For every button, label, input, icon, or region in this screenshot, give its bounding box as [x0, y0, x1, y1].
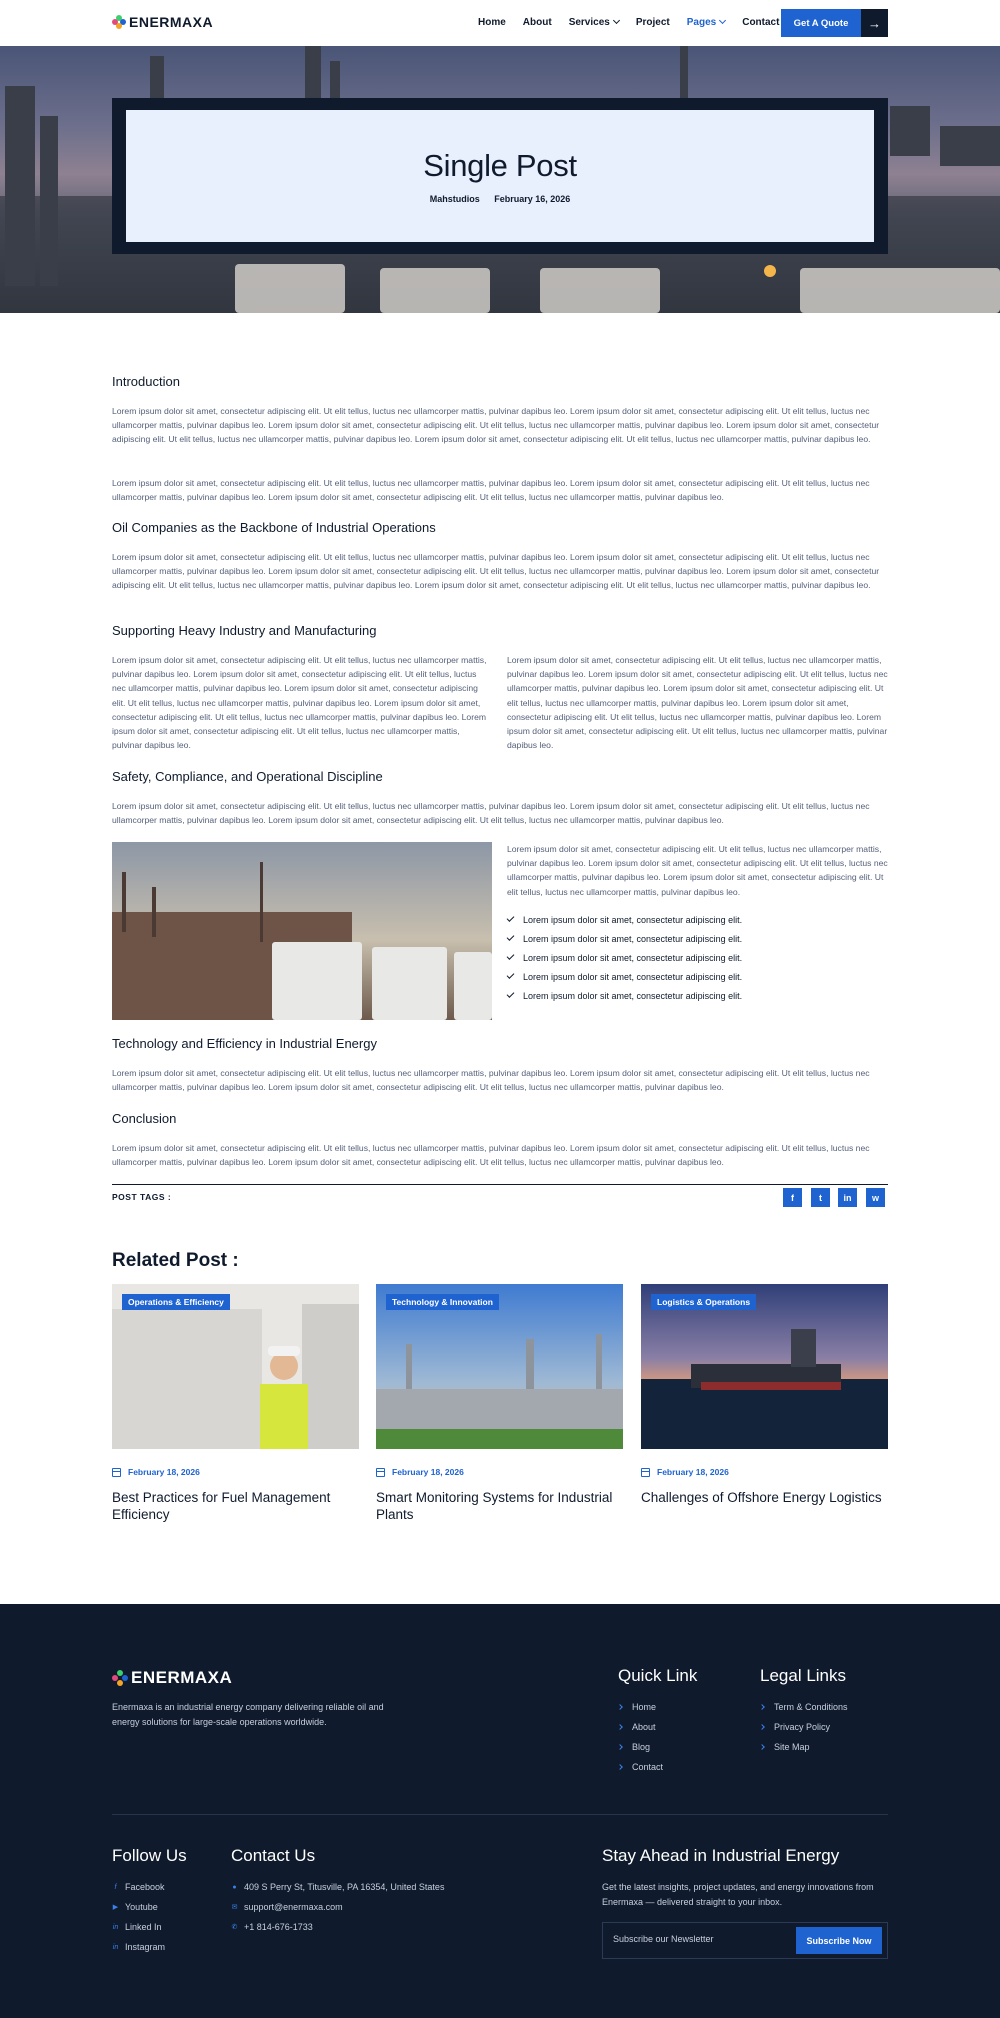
checklist [507, 910, 888, 1005]
legal-links-list [760, 1697, 848, 1757]
footer-link-about[interactable] [618, 1717, 663, 1737]
paragraph: Lorem ipsum dolor sit amet, consectetur adipiscing elit. Ut elit tellus, luctus nec ullamcorper mattis, pulvinar dapibus leo. Lorem ipsum dolor sit amet, consectetur adipiscing elit. Ut elit tellus, luctus nec ullamcorper mattis, pulvinar dapibus leo. Lorem ipsum dolor sit amet, consectetur adipiscing elit. Ut elit tellus, luctus nec ullamcorper mattis, pulvinar dapibus leo. [112, 801, 870, 826]
post-date [112, 1467, 359, 1477]
post-title[interactable]: Challenges of Offshore Energy Logistics [641, 1490, 882, 1505]
follow-label: Facebook [125, 1882, 165, 1892]
site-footer [0, 1604, 1000, 2018]
instagram-icon: in [112, 1943, 119, 1951]
hero-title-frame [112, 98, 888, 254]
section-heading: Supporting Heavy Industry and Manufacturing [112, 623, 377, 638]
footer-brand-name: ENERMAXA [131, 1668, 233, 1687]
checklist-text: Lorem ipsum dolor sit amet, consectetur adipiscing elit. [523, 952, 743, 963]
chevron-down-icon [613, 17, 620, 24]
nav-services[interactable] [569, 17, 619, 28]
get-quote-label: Get A Quote [781, 9, 861, 37]
nav-project[interactable]: Project [635, 17, 670, 28]
paragraph: Lorem ipsum dolor sit amet, consectetur adipiscing elit. Ut elit tellus, luctus nec ullamcorper mattis, pulvinar dapibus leo. Lorem ipsum dolor sit amet, consectetur adipiscing elit. Ut elit tellus, luctus nec ullamcorper mattis, pulvinar dapibus leo. Lorem ipsum dolor sit amet, consectetur adipiscing elit. Ut elit tellus, luctus nec ullamcorper mattis, pulvinar dapibus leo. [112, 1068, 870, 1093]
related-post-card[interactable] [376, 1284, 623, 1523]
linkedin-icon[interactable]: in [838, 1188, 857, 1207]
post-date: February 16, 2026 [494, 194, 571, 204]
chevron-right-icon [759, 1704, 765, 1710]
post-thumbnail[interactable] [112, 1284, 359, 1449]
page-title: Single Post [423, 148, 577, 183]
post-date-text: February 18, 2026 [392, 1467, 464, 1477]
post-date [641, 1467, 888, 1477]
post-thumbnail[interactable] [641, 1284, 888, 1449]
footer-link-label: Blog [632, 1742, 651, 1752]
facebook-icon[interactable]: f [783, 1188, 802, 1207]
follow-label: Youtube [125, 1902, 158, 1912]
nav-contact[interactable]: Contact [742, 17, 780, 28]
logo-icon [112, 1670, 128, 1686]
chevron-down-icon [719, 17, 726, 24]
follow-label: Linked In [125, 1922, 162, 1932]
post-date [376, 1467, 623, 1477]
post-title[interactable]: Best Practices for Fuel Management Efficiency [112, 1490, 331, 1522]
related-title: Related Post : [112, 1250, 239, 1271]
post-thumbnail[interactable] [376, 1284, 623, 1449]
mail-icon: ✉ [231, 1904, 238, 1911]
section-heading: Oil Companies as the Backbone of Industrial Operations [112, 520, 436, 535]
related-post-card[interactable] [641, 1284, 888, 1506]
chevron-right-icon [617, 1764, 623, 1770]
newsletter-input[interactable]: Subscribe our Newsletter [613, 1934, 714, 1944]
facebook-icon: f [114, 1883, 117, 1891]
hero-title-panel [126, 110, 874, 242]
nav-about[interactable]: About [522, 17, 552, 28]
post-author[interactable]: Mahstudios [429, 194, 480, 204]
nav-pages-label: Pages [686, 17, 717, 28]
newsletter-title: Stay Ahead in Industrial Energy [602, 1846, 840, 1865]
follow-linkedin[interactable] [112, 1917, 165, 1937]
subscribe-button[interactable]: Subscribe Now [796, 1927, 882, 1954]
check-icon [507, 914, 515, 922]
footer-description: Enermaxa is an industrial energy company delivering reliable oil and energy solutions for large-scale operations worldwide. [112, 1702, 384, 1727]
newsletter-form [602, 1922, 888, 1959]
contact-address-text: 409 S Perry St, Titusville, PA 16354, United States [244, 1882, 445, 1892]
quick-link-title: Quick Link [618, 1666, 698, 1685]
chevron-right-icon [617, 1724, 623, 1730]
checklist-item [507, 910, 888, 929]
youtube-icon: ▶ [112, 1904, 119, 1911]
contact-email-text: support@enermaxa.com [244, 1902, 343, 1912]
paragraph-column-left: Lorem ipsum dolor sit amet, consectetur adipiscing elit. Ut elit tellus, luctus nec ullamcorper mattis, pulvinar dapibus leo. Lorem ipsum dolor sit amet, consectetur adipiscing elit. Ut elit tellus, luctus nec ullamcorper mattis, pulvinar dapibus leo. Lorem ipsum dolor sit amet, consectetur adipiscing elit. Ut elit tellus, luctus nec ullamcorper mattis, pulvinar dapibus leo. Lorem ipsum dolor sit amet, consectetur adipiscing elit. Ut elit tellus, luctus nec ullamcorper mattis, pulvinar dapibus leo. Lorem ipsum dolor sit amet, consectetur adipiscing elit. Ut elit tellus, luctus nec ullamcorper mattis, pulvinar dapibus leo. [112, 655, 487, 751]
chevron-right-icon [617, 1744, 623, 1750]
nav-home[interactable]: Home [478, 17, 506, 28]
legal-links-title: Legal Links [760, 1666, 847, 1685]
checklist-item [507, 986, 888, 1005]
hero-banner [0, 46, 1000, 313]
map-pin-icon: ● [232, 1883, 237, 1891]
post-title[interactable]: Smart Monitoring Systems for Industrial Plants [376, 1490, 613, 1522]
section-heading: Technology and Efficiency in Industrial Energy [112, 1036, 377, 1051]
phone-icon: ✆ [231, 1924, 238, 1931]
check-icon [507, 952, 515, 960]
chevron-right-icon [617, 1704, 623, 1710]
checklist-item [507, 948, 888, 967]
paragraph: Lorem ipsum dolor sit amet, consectetur adipiscing elit. Ut elit tellus, luctus nec ullamcorper mattis, pulvinar dapibus leo. Lorem ipsum dolor sit amet, consectetur adipiscing elit. Ut elit tellus, luctus nec ullamcorper mattis, pulvinar dapibus leo. Lorem ipsum dolor sit amet, consectetur adipiscing elit. Ut elit tellus, luctus nec ullamcorper mattis, pulvinar dapibus leo. [112, 1143, 870, 1168]
follow-instagram[interactable] [112, 1937, 165, 1957]
site-header [0, 0, 1000, 46]
chevron-right-icon [759, 1724, 765, 1730]
nav-pages[interactable] [687, 17, 725, 28]
follow-label: Instagram [125, 1942, 166, 1952]
linkedin-icon: in [112, 1923, 119, 1931]
contact-email[interactable] [231, 1897, 444, 1917]
paragraph: Lorem ipsum dolor sit amet, consectetur adipiscing elit. Ut elit tellus, luctus nec ullamcorper mattis, pulvinar dapibus leo. Lorem ipsum dolor sit amet, consectetur adipiscing elit. Ut elit tellus, luctus nec ullamcorper mattis, pulvinar dapibus leo. Lorem ipsum dolor sit amet, consectetur adipiscing elit. Ut elit tellus, luctus nec ullamcorper mattis, pulvinar dapibus leo. [507, 844, 888, 897]
nav-services-label: Services [568, 17, 610, 28]
section-heading: Conclusion [112, 1111, 177, 1126]
footer-link-label: Contact [632, 1762, 664, 1772]
twitter-icon[interactable]: t [811, 1188, 830, 1207]
category-badge[interactable]: Operations & Efficiency [122, 1294, 230, 1310]
footer-link-home[interactable] [618, 1697, 663, 1717]
chevron-right-icon [759, 1744, 765, 1750]
contact-us-title: Contact Us [231, 1846, 316, 1865]
related-post-card[interactable] [112, 1284, 359, 1523]
quick-link-list [618, 1697, 663, 1777]
contact-address [231, 1877, 444, 1897]
contact-phone-text: +1 814-676-1733 [244, 1922, 313, 1932]
follow-us-title: Follow Us [112, 1846, 187, 1865]
footer-link-label: About [632, 1722, 656, 1732]
checklist-text: Lorem ipsum dolor sit amet, consectetur adipiscing elit. [523, 990, 743, 1001]
check-icon [507, 971, 515, 979]
newsletter-text: Get the latest insights, project updates, and energy innovations from Enermaxa — delivered straight to your inbox. [602, 1882, 874, 1907]
post-tags-label: POST TAGS : [112, 1192, 172, 1202]
checklist-text: Lorem ipsum dolor sit amet, consectetur adipiscing elit. [523, 971, 743, 982]
check-icon [507, 933, 515, 941]
checklist-text: Lorem ipsum dolor sit amet, consectetur adipiscing elit. [523, 914, 743, 925]
footer-link-contact[interactable] [618, 1757, 663, 1777]
checklist-item [507, 967, 888, 986]
section-heading: Introduction [112, 374, 180, 389]
logo-icon [112, 15, 126, 29]
footer-link-label: Site Map [774, 1742, 810, 1752]
tags-divider [112, 1184, 888, 1185]
calendar-icon [641, 1468, 650, 1477]
footer-logo[interactable] [112, 1668, 232, 1688]
paragraph: Lorem ipsum dolor sit amet, consectetur adipiscing elit. Ut elit tellus, luctus nec ullamcorper mattis, pulvinar dapibus leo. Lorem ipsum dolor sit amet, consectetur adipiscing elit. Ut elit tellus, luctus nec ullamcorper mattis, pulvinar dapibus leo. Lorem ipsum dolor sit amet, consectetur adipiscing elit. Ut elit tellus, luctus nec ullamcorper mattis, pulvinar dapibus leo. [112, 478, 870, 503]
brand-name: ENERMAXA [129, 14, 214, 30]
calendar-icon [112, 1468, 121, 1477]
category-badge[interactable]: Technology & Innovation [386, 1294, 499, 1310]
footer-link-privacy[interactable] [760, 1717, 848, 1737]
post-date-text: February 18, 2026 [128, 1467, 200, 1477]
whatsapp-icon[interactable]: w [866, 1188, 885, 1207]
calendar-icon [376, 1468, 385, 1477]
main-nav [478, 17, 796, 28]
follow-youtube[interactable] [112, 1897, 165, 1917]
footer-divider [112, 1814, 888, 1815]
contact-phone[interactable] [231, 1917, 444, 1937]
checklist-item [507, 929, 888, 948]
category-badge[interactable]: Logistics & Operations [651, 1294, 756, 1310]
post-meta [424, 194, 577, 204]
paragraph: Lorem ipsum dolor sit amet, consectetur adipiscing elit. Ut elit tellus, luctus nec ullamcorper mattis, pulvinar dapibus leo. Lorem ipsum dolor sit amet, consectetur adipiscing elit. Ut elit tellus, luctus nec ullamcorper mattis, pulvinar dapibus leo. Lorem ipsum dolor sit amet, consectetur adipiscing elit. Ut elit tellus, luctus nec ullamcorper mattis, pulvinar dapibus leo. Lorem ipsum dolor sit amet, consectetur adipiscing elit. Ut elit tellus, luctus nec ullamcorper mattis, pulvinar dapibus leo. Lorem ipsum dolor sit amet, consectetur adipiscing elit. Ut elit tellus, luctus nec ullamcorper mattis, pulvinar dapibus leo. [112, 406, 880, 445]
refinery-photo [112, 842, 492, 1020]
paragraph-column-right: Lorem ipsum dolor sit amet, consectetur adipiscing elit. Ut elit tellus, luctus nec ullamcorper mattis, pulvinar dapibus leo. Lorem ipsum dolor sit amet, consectetur adipiscing elit. Ut elit tellus, luctus nec ullamcorper mattis, pulvinar dapibus leo. Lorem ipsum dolor sit amet, consectetur adipiscing elit. Ut elit tellus, luctus nec ullamcorper mattis, pulvinar dapibus leo. Lorem ipsum dolor sit amet, consectetur adipiscing elit. Ut elit tellus, luctus nec ullamcorper mattis, pulvinar dapibus leo. Lorem ipsum dolor sit amet, consectetur adipiscing elit. Ut elit tellus, luctus nec ullamcorper mattis, pulvinar dapibus leo. [507, 655, 888, 751]
get-quote-button[interactable] [781, 9, 888, 37]
section-heading: Safety, Compliance, and Operational Discipline [112, 769, 383, 784]
checklist-text: Lorem ipsum dolor sit amet, consectetur adipiscing elit. [523, 933, 743, 944]
contact-list [231, 1877, 444, 1937]
paragraph: Lorem ipsum dolor sit amet, consectetur adipiscing elit. Ut elit tellus, luctus nec ullamcorper mattis, pulvinar dapibus leo. Lorem ipsum dolor sit amet, consectetur adipiscing elit. Ut elit tellus, luctus nec ullamcorper mattis, pulvinar dapibus leo. Lorem ipsum dolor sit amet, consectetur adipiscing elit. Ut elit tellus, luctus nec ullamcorper mattis, pulvinar dapibus leo. Lorem ipsum dolor sit amet, consectetur adipiscing elit. Ut elit tellus, luctus nec ullamcorper mattis, pulvinar dapibus leo. Lorem ipsum dolor sit amet, consectetur adipiscing elit. Ut elit tellus, luctus nec ullamcorper mattis, pulvinar dapibus leo. [112, 552, 880, 591]
footer-link-sitemap[interactable] [760, 1737, 848, 1757]
follow-us-list [112, 1877, 165, 1957]
brand-logo[interactable] [112, 14, 213, 30]
follow-facebook[interactable] [112, 1877, 165, 1897]
post-date-text: February 18, 2026 [657, 1467, 729, 1477]
footer-link-terms[interactable] [760, 1697, 848, 1717]
footer-link-label: Term & Conditions [774, 1702, 848, 1712]
arrow-right-icon: → [861, 9, 888, 37]
footer-link-blog[interactable] [618, 1737, 663, 1757]
footer-link-label: Home [632, 1702, 657, 1712]
check-icon [507, 990, 515, 998]
footer-link-label: Privacy Policy [774, 1722, 831, 1732]
